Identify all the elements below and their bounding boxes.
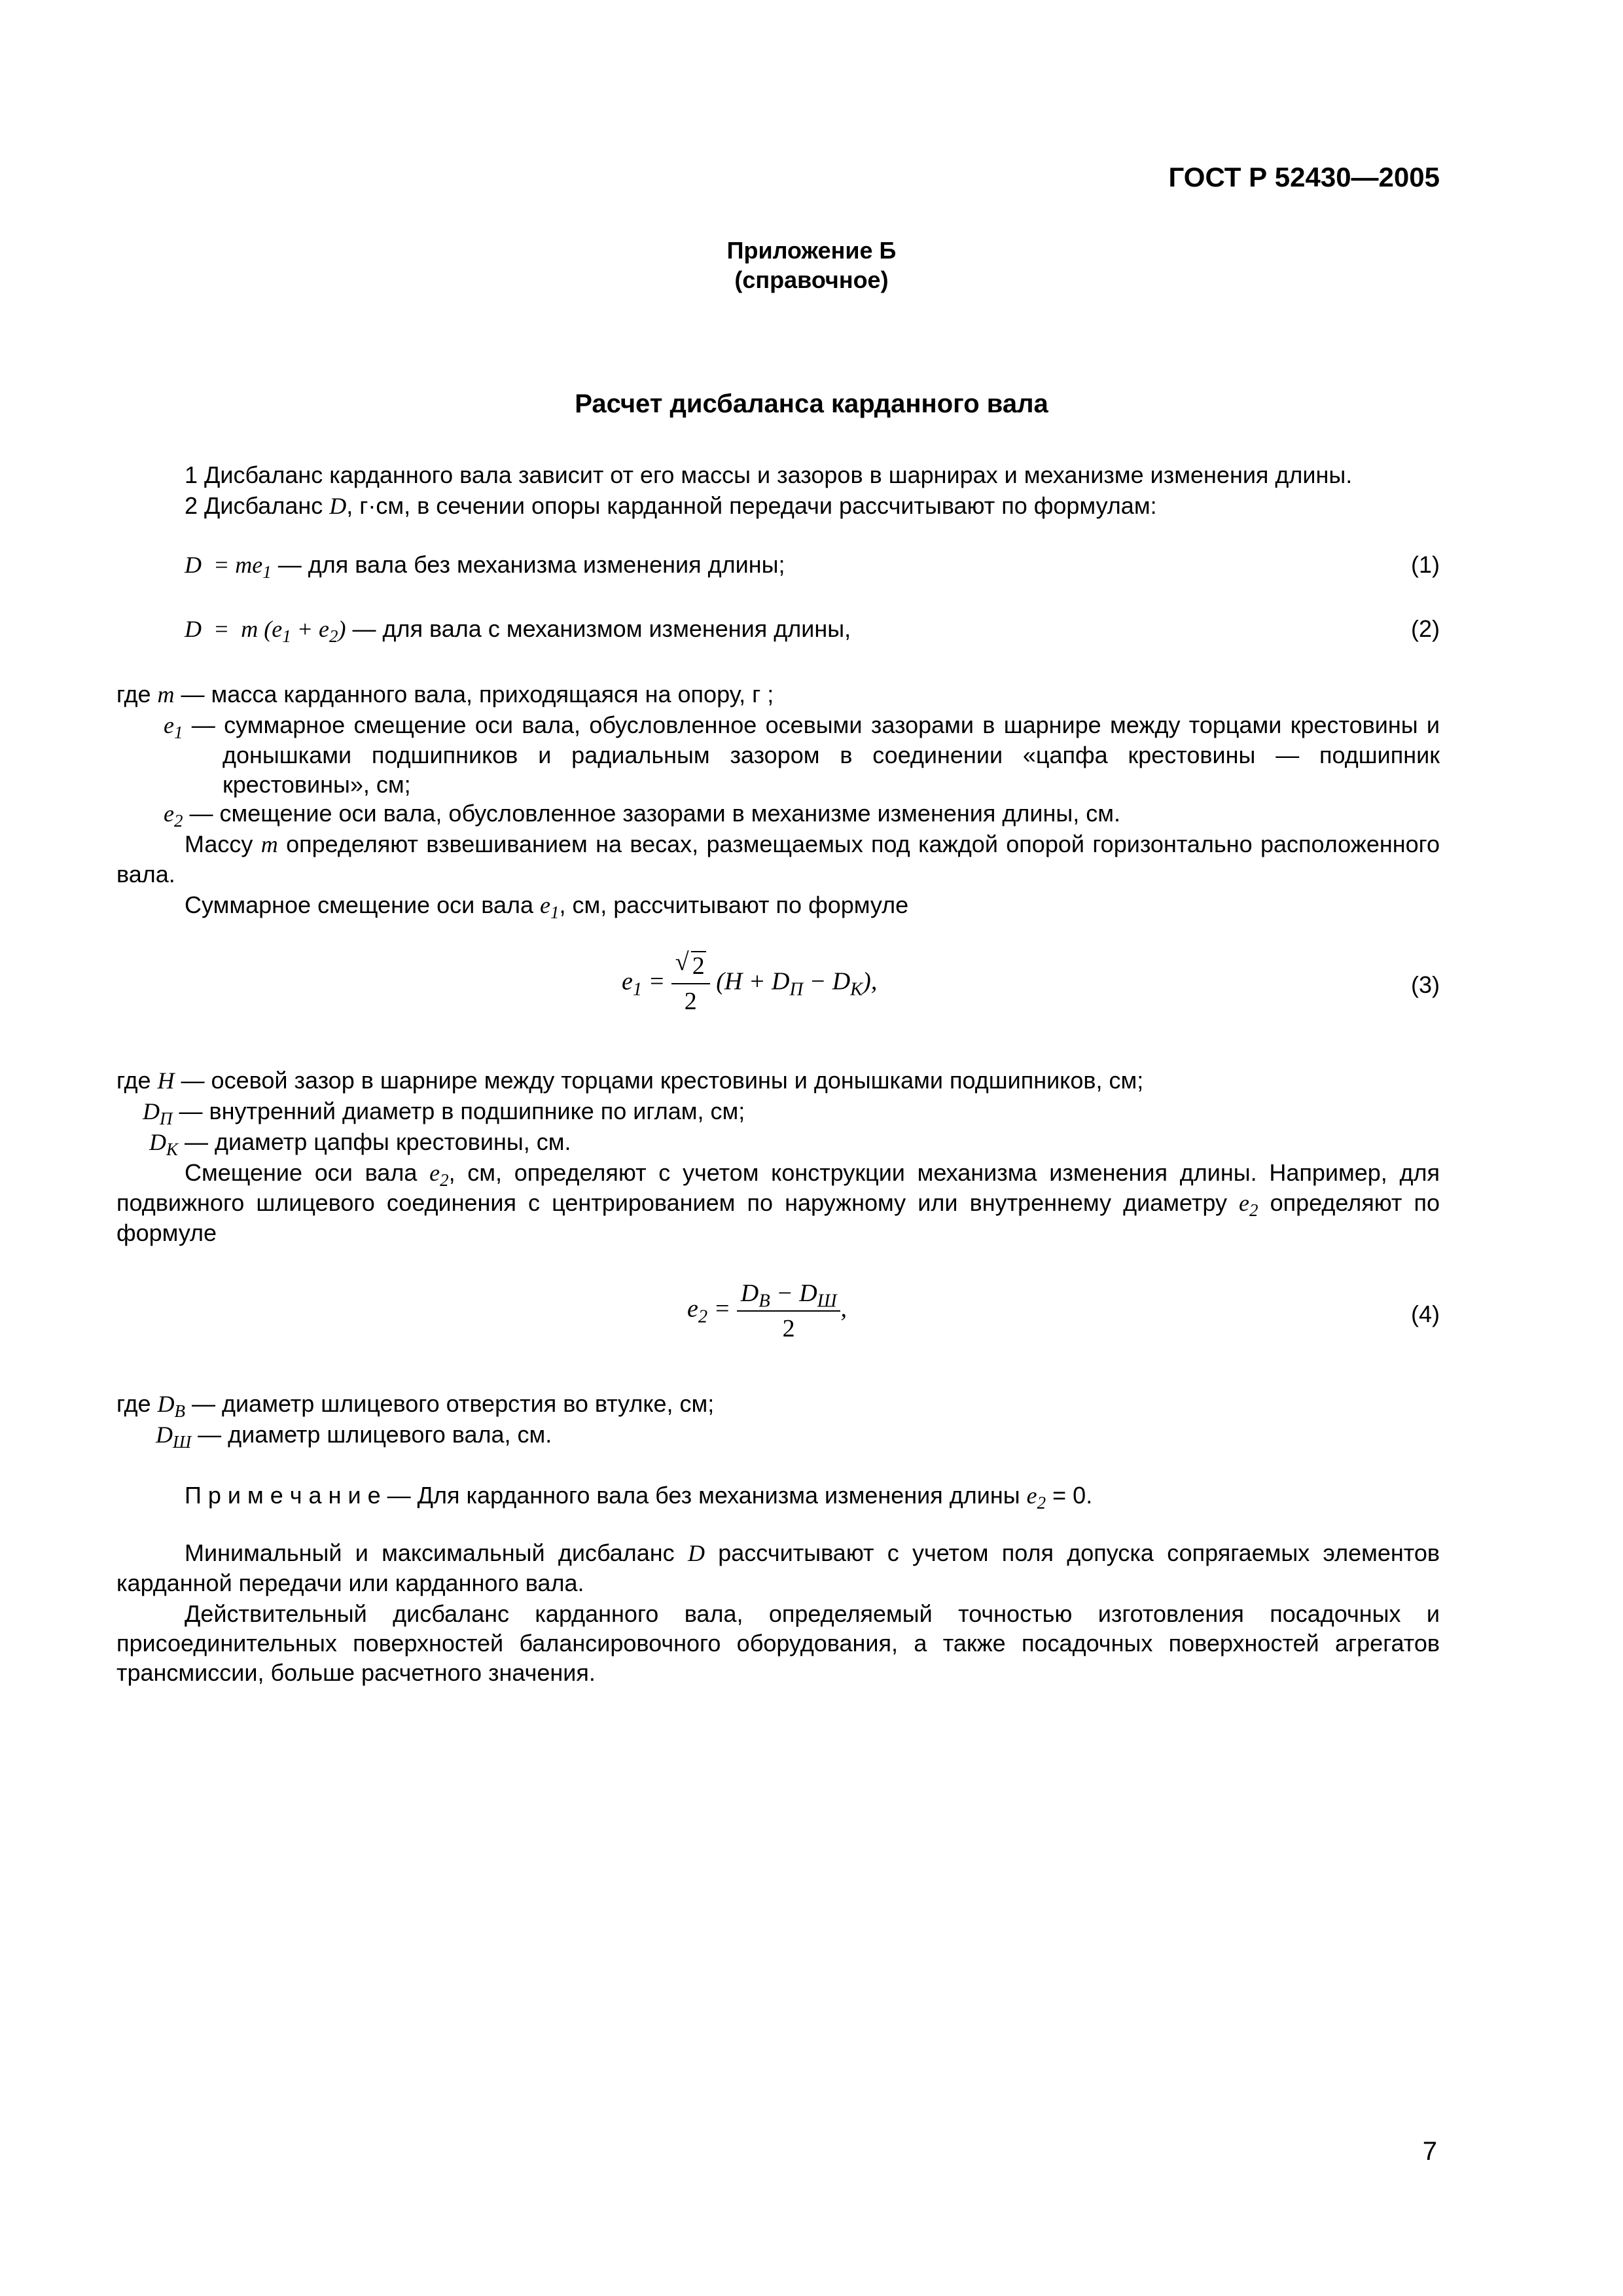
- where-m: где m — масса карданного вала, приходящаяся на опору, г ;: [116, 681, 774, 708]
- paragraph-minmax: Минимальный и максимальный дисбаланс D рассчитывают с учетом поля допуска сопрягаемых элементов карданной передачи или карданного вала.: [116, 1539, 1440, 1596]
- where-Dp: $D_П$ — внутренний диаметр в подшипнике по иглам, см;: [143, 1098, 745, 1129]
- eq2-number: (2): [1411, 615, 1440, 642]
- paragraph-1: 1 Дисбаланс карданного вала зависит от его массы и зазоров в шарнирах и механизме изменения длины.: [185, 461, 1353, 488]
- where-Dk: $D_K$ — диаметр цапфы крестовины, см.: [149, 1128, 571, 1160]
- paragraph-2: [185, 491, 1157, 521]
- eq1-number: (1): [1411, 551, 1440, 578]
- p2-text-a: 2 Дисбаланс: [185, 492, 330, 519]
- paragraph-mass: Массу m определяют взвешиванием на весах, размещаемых под каждой опорой горизонтально расположенного вала.: [116, 831, 1440, 888]
- where-e1: $e_1$ — суммарное смещение оси вала, обусловленное осевыми зазорами в шарнире между торцами крестовины и донышками подшипников и радиальным зазором в соединении «цапфа крестовины — подшипник крестовины», см;: [164, 711, 1440, 798]
- where-e2: $e_2$ — смещение оси вала, обусловленное зазорами в механизме изменения длины, см.: [164, 800, 1120, 831]
- where-Dsh: $D_Ш$ — диаметр шлицевого вала, см.: [156, 1421, 552, 1452]
- equation-3: $e_1$ = √ 2 2 $(H + D_П - D_K)$,: [622, 949, 877, 1018]
- where-Db: где $D_B$ — диаметр шлицевого отверстия во втулке, см;: [116, 1390, 715, 1422]
- note-label: П р и м е ч а н и е: [185, 1482, 381, 1509]
- eq3-fraction: √ 2 2: [671, 949, 710, 1018]
- p2-text-b: , г·см, в сечении опоры карданной передачи рассчитывают по формулам:: [346, 492, 1157, 519]
- eq4-fraction: $\frac{D_B - D_Ш}{2}$: [737, 1276, 841, 1346]
- eq2-text: — для вала с механизмом изменения длины,: [346, 615, 851, 642]
- eq2-formula: D = m $(e_1 + e_2)$: [185, 616, 346, 647]
- equation-2: [185, 614, 1440, 647]
- doc-number: ГОСТ Р 52430—2005: [1168, 162, 1440, 192]
- appendix-title: Приложение Б: [726, 237, 897, 264]
- eq1-formula: $D = me_1$: [185, 552, 272, 583]
- var-D: D: [329, 493, 347, 519]
- section-title: Расчет дисбаланса карданного вала: [575, 389, 1048, 418]
- paragraph-sum: Суммарное смещение оси вала $e_1$, см, рассчитывают по формуле: [185, 891, 909, 923]
- equation-1: [185, 550, 1440, 583]
- eq1-text: — для вала без механизма изменения длины;: [271, 551, 785, 578]
- equation-4: $e_2$ = $\frac{D_B - D_Ш}{2}$ ,: [687, 1276, 847, 1346]
- paragraph-actual: Действительный дисбаланс карданного вала, определяемый точностью изготовления посадочных и присоединительных поверхностей балансировочного оборудования, а также посадочных поверхностей агрегатов трансмиссии, больше расчетного значения.: [116, 1600, 1440, 1686]
- appendix-subtitle: (справочное): [734, 266, 889, 293]
- note: П р и м е ч а н и е — Для карданного вала без механизма изменения длины $e_2 = 0$.: [185, 1482, 1093, 1513]
- eq4-number: (4): [1411, 1300, 1440, 1327]
- paragraph-shift: Смещение оси вала $e_2$, см, определяют с учетом конструкции механизма изменения длины. Например, для подвижного шлицевого соединения с центрированием по наружному или внутреннему диаметру $e_2$ определяют по формуле: [116, 1159, 1440, 1246]
- page-number: 7: [1422, 2137, 1437, 2166]
- where-H: где H — осевой зазор в шарнире между торцами крестовины и донышками подшипников, см;: [116, 1067, 1144, 1094]
- eq3-number: (3): [1411, 971, 1440, 998]
